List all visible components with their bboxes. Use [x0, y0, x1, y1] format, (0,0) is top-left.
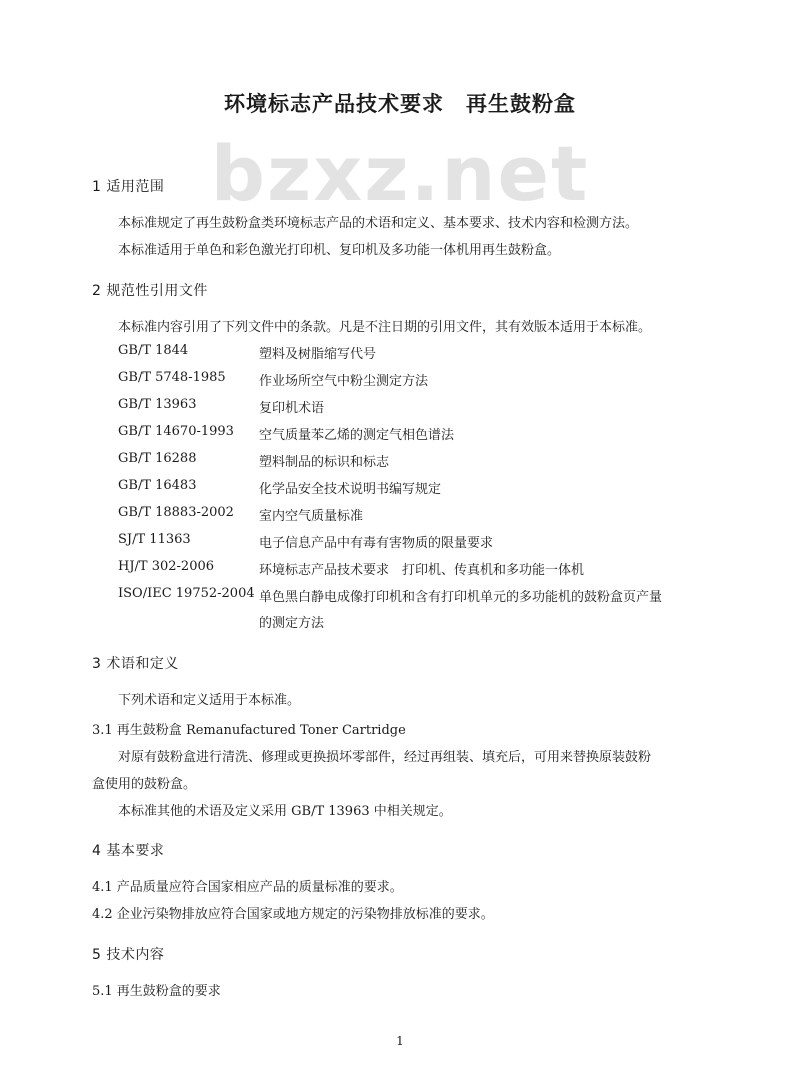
- watermark-text: bzxz.net: [210, 129, 590, 218]
- term-3-1-heading: 3.1 再生鼓粉盒 Remanufactured Toner Cartridge: [92, 723, 406, 738]
- reference-code: GB/T 5748-1985: [118, 370, 226, 385]
- section-3-note: 本标准其他的术语及定义采用 GB/T 13963 中相关规定。: [118, 804, 452, 819]
- reference-code: SJ/T 11363: [118, 532, 191, 547]
- reference-code: GB/T 1844: [118, 343, 189, 358]
- section-3-heading: 3 术语和定义: [92, 656, 179, 672]
- reference-title: 环境标志产品技术要求 打印机、传真机和多功能一体机: [259, 563, 585, 578]
- reference-title: 室内空气质量标准: [259, 509, 364, 524]
- requirement-4-1: 4.1 产品质量应符合国家相应产品的质量标准的要求。: [92, 880, 403, 895]
- term-3-1-definition-line-2: 盒使用的鼓粉盒。: [92, 777, 197, 792]
- reference-title: 化学品安全技术说明书编写规定: [259, 482, 442, 497]
- reference-title: 塑料制品的标识和标志: [259, 455, 390, 470]
- reference-title: 塑料及树脂缩写代号: [259, 347, 377, 362]
- section-2-heading: 2 规范性引用文件: [92, 283, 208, 299]
- section-1-paragraph-1: 本标准规定了再生鼓粉盒类环境标志产品的术语和定义、基本要求、技术内容和检测方法。: [118, 216, 639, 231]
- section-2-intro: 本标准内容引用了下列文件中的条款。凡是不注日期的引用文件，其有效版本适用于本标准。: [118, 320, 652, 335]
- section-4-heading: 4 基本要求: [92, 843, 165, 859]
- reference-title: 单色黑白静电成像打印机和含有打印机单元的多功能机的鼓粉盒页产量: [259, 590, 663, 605]
- reference-code: GB/T 16483: [118, 478, 197, 493]
- reference-code: HJ/T 302-2006: [118, 559, 215, 574]
- page-number: 1: [396, 1034, 404, 1048]
- reference-code: ISO/IEC 19752-2004: [118, 586, 255, 601]
- reference-title: 作业场所空气中粉尘测定方法: [259, 374, 429, 389]
- clause-5-1: 5.1 再生鼓粉盒的要求: [92, 984, 221, 999]
- reference-title: 复印机术语: [259, 401, 325, 416]
- section-1-paragraph-2: 本标准适用于单色和彩色激光打印机、复印机及多功能一体机用再生鼓粉盒。: [118, 243, 561, 258]
- reference-code: GB/T 13963: [118, 397, 197, 412]
- reference-title: 电子信息产品中有毒有害物质的限量要求: [259, 536, 494, 551]
- document-title: 环境标志产品技术要求 再生鼓粉盒: [224, 92, 576, 116]
- reference-code: GB/T 14670-1993: [118, 424, 234, 439]
- requirement-4-2: 4.2 企业污染物排放应符合国家或地方规定的污染物排放标准的要求。: [92, 907, 494, 922]
- section-5-heading: 5 技术内容: [92, 947, 165, 963]
- reference-title-continued: 的测定方法: [259, 616, 325, 631]
- reference-code: GB/T 18883-2002: [118, 505, 234, 520]
- section-3-intro: 下列术语和定义适用于本标准。: [118, 693, 301, 708]
- reference-title: 空气质量苯乙烯的测定气相色谱法: [259, 428, 455, 443]
- term-3-1-definition-line-1: 对原有鼓粉盒进行清洗、修理或更换损坏零部件，经过再组装、填充后，可用来替换原装鼓粉: [118, 750, 652, 765]
- reference-code: GB/T 16288: [118, 451, 197, 466]
- section-1-heading: 1 适用范围: [92, 179, 165, 195]
